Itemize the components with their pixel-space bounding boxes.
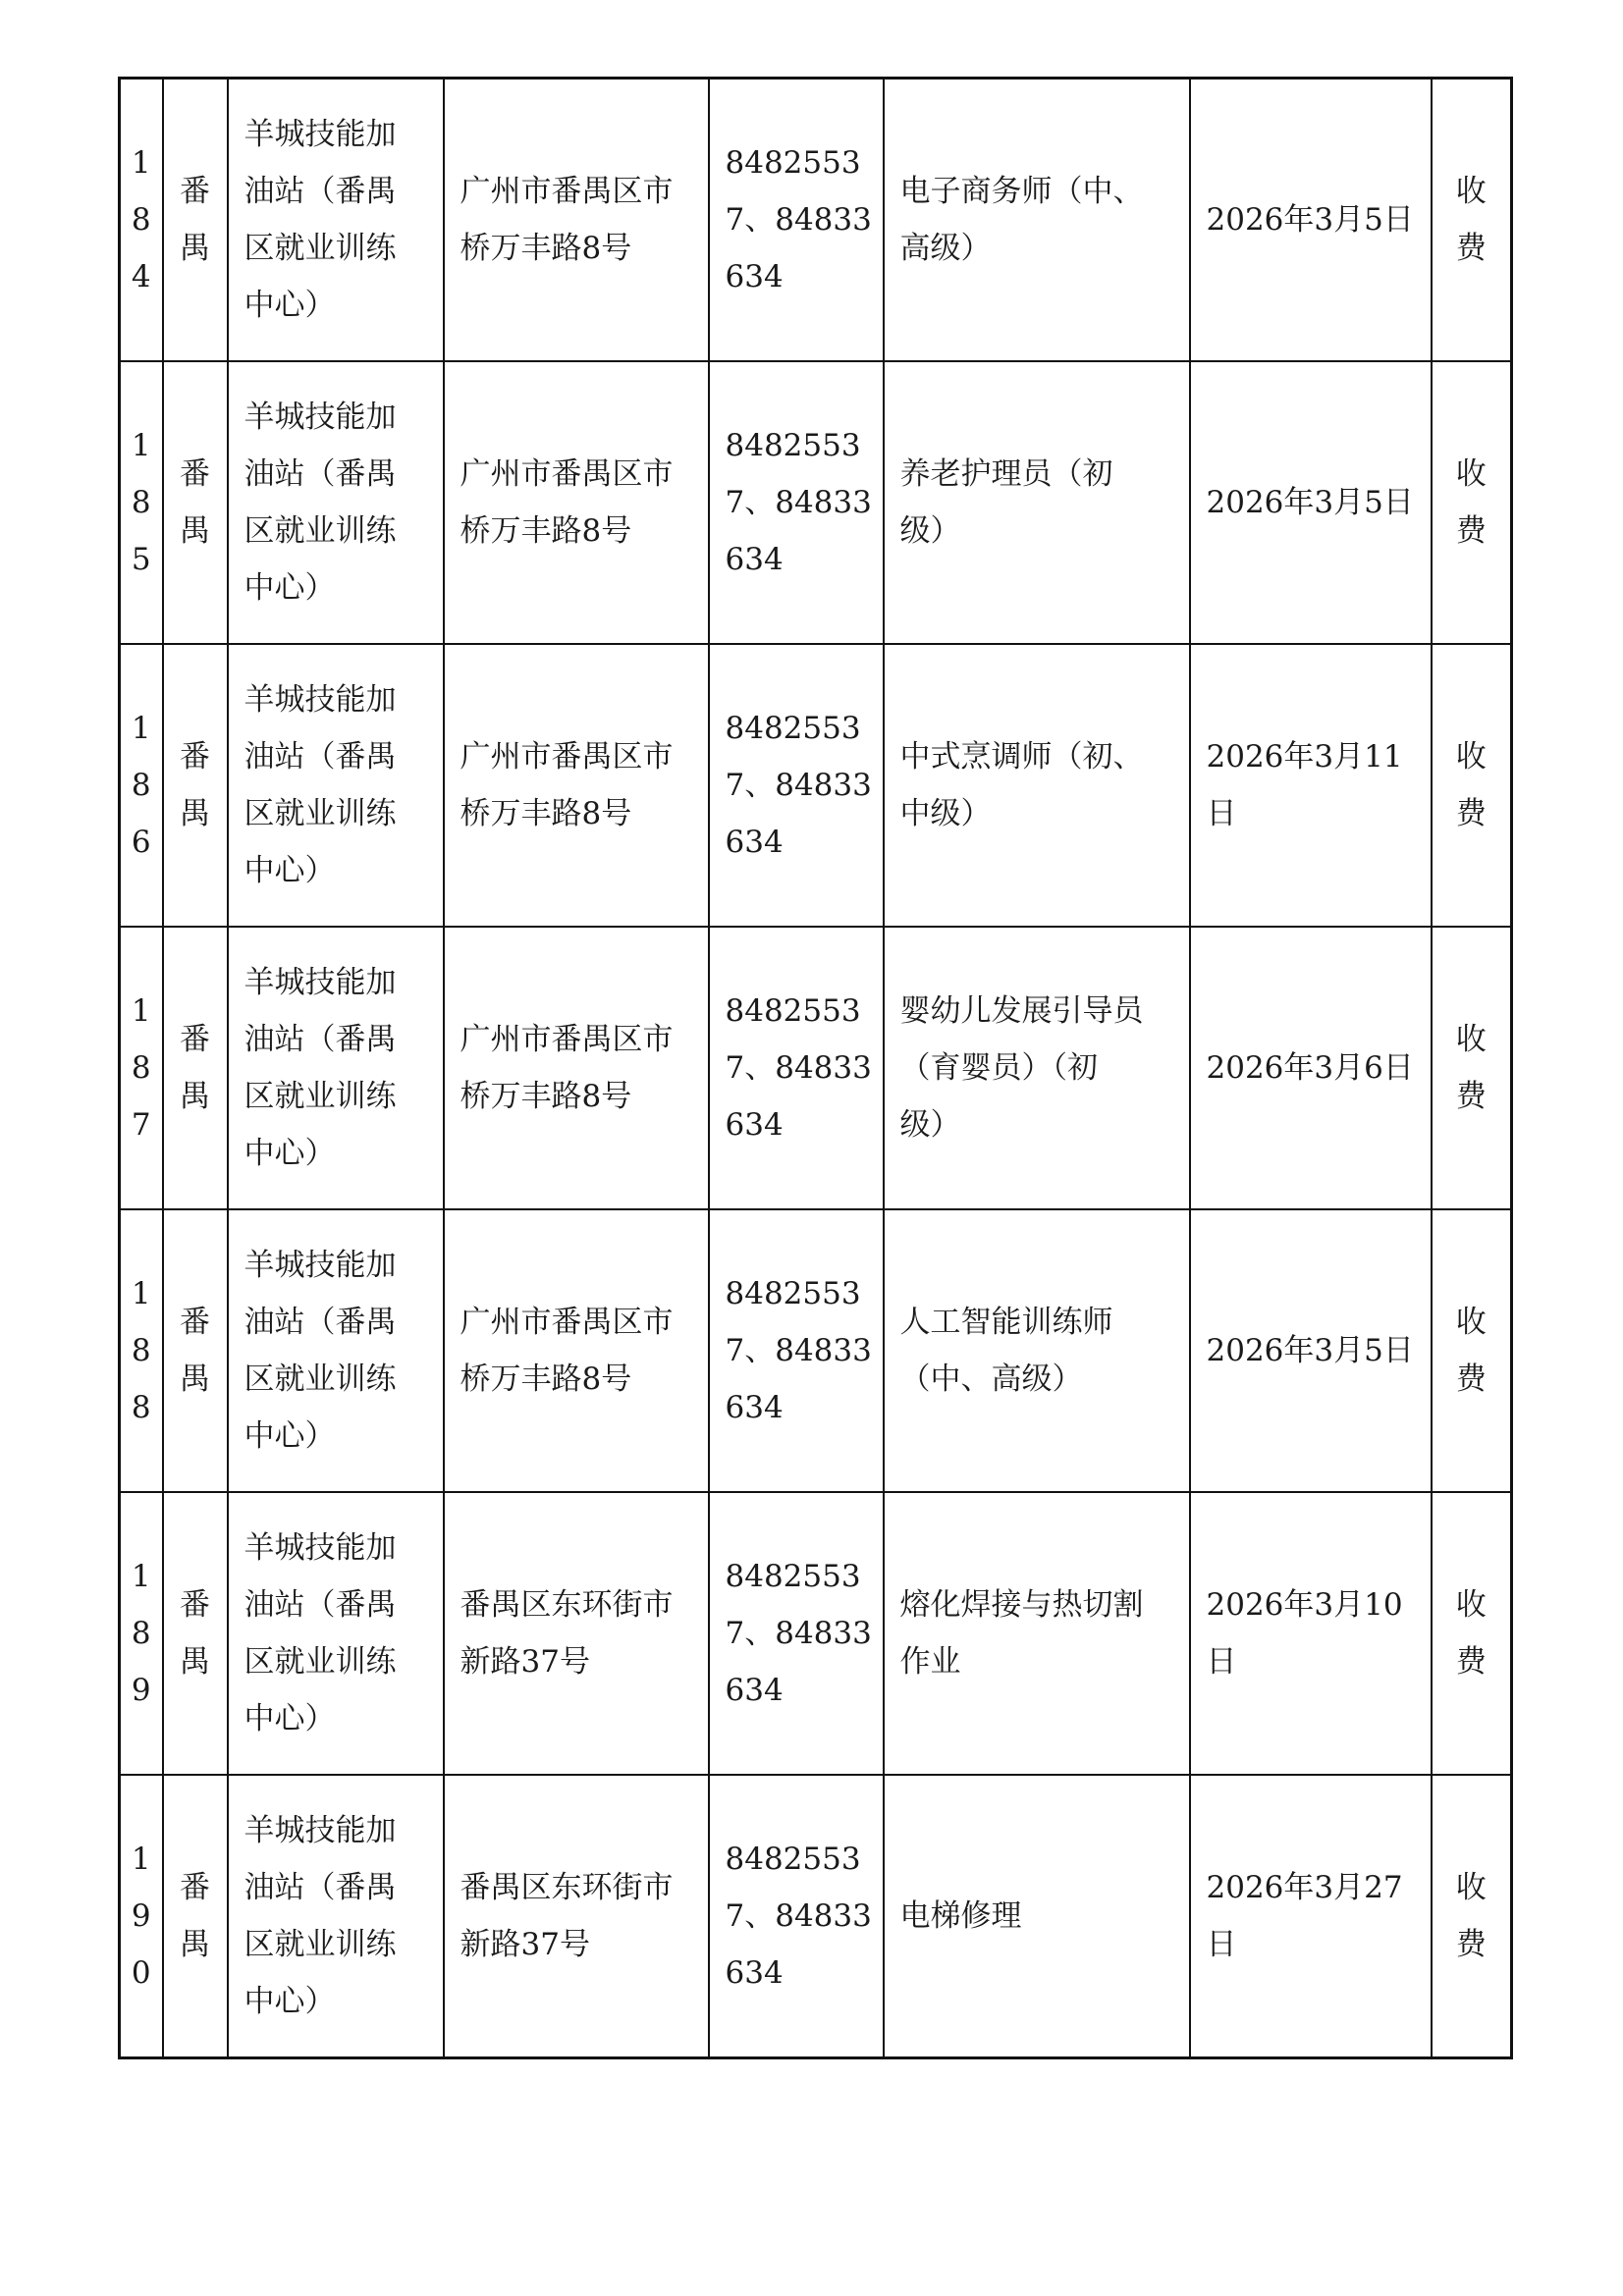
row-number-line: 1 [131,1276,151,1311]
table-row [120,644,1512,927]
address-line: 桥万丰路8号 [460,796,632,831]
fee-line: 费 [1455,1079,1487,1114]
organization-line: 羊城技能加 [243,1530,397,1566]
course-line: 中式烹调师（初、 [899,739,1144,774]
fee-line: 费 [1455,1362,1487,1397]
row-number-line: 7 [131,1107,151,1143]
fee-cell [1432,1492,1512,1775]
course-line: （中、高级） [899,1362,1083,1397]
fee-line: 费 [1455,231,1487,266]
row-number-cell [120,1209,163,1492]
district-line: 禺 [180,231,210,266]
organization-cell [228,644,444,927]
address-line: 广州市番禺区市 [460,456,674,492]
organization-line: 油站（番禺 [243,739,397,774]
course-line: 人工智能训练师 [899,1305,1113,1340]
training-table [118,77,1513,2059]
fee-line: 收 [1455,1587,1487,1623]
course-cell [884,1209,1190,1492]
organization-cell [228,1775,444,2058]
phone-line: 8482553 [725,993,861,1029]
course-line: （育婴员）（初 [899,1050,1098,1086]
course-line: 中级） [899,796,992,831]
course-line: 熔化焊接与热切割 [899,1587,1144,1623]
row-number-line: 1 [131,711,151,746]
district-cell [163,79,228,362]
organization-line: 油站（番禺 [243,1305,397,1340]
fee-cell [1432,1209,1512,1492]
organization-line: 中心） [243,853,336,888]
phone-line: 8482553 [725,428,861,463]
district-line: 禺 [180,1362,210,1397]
date-line: 日 [1206,796,1237,831]
row-number-line: 1 [131,145,151,181]
address-cell [444,361,709,644]
row-number-line: 1 [131,1559,151,1594]
date-cell [1190,1775,1432,2058]
organization-line: 区就业训练 [243,1644,397,1680]
phone-line: 8482553 [725,145,861,181]
row-number-line: 0 [131,1955,151,1991]
row-number-line: 5 [131,542,151,577]
row-number-line: 4 [131,259,151,294]
course-line: 级） [899,1107,961,1143]
row-number-line: 6 [131,825,151,860]
row-number-line: 8 [131,202,151,238]
district-line: 禺 [180,796,210,831]
district-cell [163,644,228,927]
row-number-line: 8 [131,1050,151,1086]
organization-line: 羊城技能加 [243,1813,397,1848]
fee-line: 费 [1455,513,1487,549]
date-line: 2026年3月5日 [1206,485,1414,520]
phone-cell [709,644,884,927]
address-line: 番禺区东环街市 [460,1870,674,1905]
address-line: 桥万丰路8号 [460,513,632,549]
organization-line: 区就业训练 [243,1079,397,1114]
organization-cell [228,361,444,644]
row-number-cell [120,361,163,644]
organization-line: 中心） [243,1136,336,1171]
date-line: 日 [1206,1644,1237,1680]
phone-line: 7、84833 [725,1050,872,1086]
row-number-line: 1 [131,993,151,1029]
organization-line: 羊城技能加 [243,400,397,435]
phone-line: 7、84833 [725,202,872,238]
row-number-line: 8 [131,1616,151,1651]
organization-line: 油站（番禺 [243,1022,397,1057]
phone-line: 634 [725,542,784,577]
date-cell [1190,79,1432,362]
course-line: 养老护理员（初 [899,456,1113,492]
organization-line: 区就业训练 [243,1362,397,1397]
phone-cell [709,1775,884,2058]
district-line: 番 [180,1587,210,1623]
phone-line: 8482553 [725,1276,861,1311]
phone-line: 8482553 [725,1842,861,1877]
organization-line: 区就业训练 [243,1927,397,1962]
course-cell [884,644,1190,927]
organization-line: 油站（番禺 [243,456,397,492]
address-line: 新路37号 [460,1644,590,1680]
date-line: 2026年3月10 [1206,1587,1403,1623]
fee-cell [1432,1775,1512,2058]
phone-line: 8482553 [725,1559,861,1594]
address-cell [444,644,709,927]
address-cell [444,1775,709,2058]
phone-cell [709,927,884,1209]
phone-cell [709,79,884,362]
fee-line: 收 [1455,1305,1487,1340]
course-line: 高级） [899,231,992,266]
district-line: 番 [180,456,210,492]
phone-line: 7、84833 [725,485,872,520]
district-line: 禺 [180,1644,210,1680]
fee-cell [1432,927,1512,1209]
table-row [120,927,1512,1209]
phone-line: 7、84833 [725,1333,872,1368]
fee-line: 收 [1455,456,1487,492]
fee-line: 收 [1455,1022,1487,1057]
district-line: 番 [180,174,210,209]
organization-line: 中心） [243,1701,336,1736]
address-cell [444,1209,709,1492]
row-number-line: 1 [131,1842,151,1877]
course-line: 作业 [899,1644,961,1680]
address-cell [444,927,709,1209]
address-line: 番禺区东环街市 [460,1587,674,1623]
row-number-cell [120,1775,163,2058]
district-line: 番 [180,739,210,774]
phone-line: 7、84833 [725,1898,872,1934]
district-line: 禺 [180,513,210,549]
course-cell [884,361,1190,644]
organization-line: 区就业训练 [243,231,397,266]
phone-line: 8482553 [725,711,861,746]
fee-line: 收 [1455,739,1487,774]
phone-line: 634 [725,825,784,860]
fee-line: 费 [1455,1927,1487,1962]
course-line: 电梯修理 [899,1898,1022,1934]
course-cell [884,79,1190,362]
phone-line: 634 [725,1107,784,1143]
table-row [120,1775,1512,2058]
row-number-line: 9 [131,1898,151,1934]
date-line: 日 [1206,1927,1237,1962]
course-line: 婴幼儿发展引导员 [899,993,1144,1029]
district-cell [163,1492,228,1775]
fee-line: 费 [1455,796,1487,831]
district-line: 番 [180,1022,210,1057]
row-number-line: 8 [131,1333,151,1368]
organization-line: 油站（番禺 [243,1587,397,1623]
phone-cell [709,1209,884,1492]
district-line: 禺 [180,1927,210,1962]
date-line: 2026年3月27 [1206,1870,1403,1905]
row-number-line: 9 [131,1673,151,1708]
district-cell [163,1775,228,2058]
row-number-cell [120,79,163,362]
fee-cell [1432,79,1512,362]
address-line: 广州市番禺区市 [460,739,674,774]
date-line: 2026年3月6日 [1206,1050,1414,1086]
row-number-line: 8 [131,1390,151,1425]
row-number-line: 8 [131,485,151,520]
fee-line: 费 [1455,1644,1487,1680]
course-line: 级） [899,513,961,549]
row-number-cell [120,927,163,1209]
organization-line: 羊城技能加 [243,1248,397,1283]
address-line: 广州市番禺区市 [460,1305,674,1340]
date-cell [1190,644,1432,927]
organization-cell [228,927,444,1209]
organization-cell [228,1209,444,1492]
district-cell [163,927,228,1209]
organization-cell [228,79,444,362]
organization-line: 中心） [243,1984,336,2019]
row-number-cell [120,1492,163,1775]
course-cell [884,1492,1190,1775]
fee-cell [1432,644,1512,927]
address-line: 桥万丰路8号 [460,1079,632,1114]
row-number-cell [120,644,163,927]
row-number-line: 1 [131,428,151,463]
fee-cell [1432,361,1512,644]
address-line: 广州市番禺区市 [460,1022,674,1057]
phone-cell [709,361,884,644]
phone-line: 634 [725,1955,784,1991]
organization-line: 中心） [243,1418,336,1454]
date-cell [1190,1209,1432,1492]
organization-cell [228,1492,444,1775]
phone-cell [709,1492,884,1775]
table-row [120,79,1512,362]
organization-line: 油站（番禺 [243,1870,397,1905]
address-line: 广州市番禺区市 [460,174,674,209]
date-line: 2026年3月5日 [1206,1333,1414,1368]
date-cell [1190,1492,1432,1775]
date-cell [1190,927,1432,1209]
district-line: 禺 [180,1079,210,1114]
district-line: 番 [180,1305,210,1340]
organization-line: 羊城技能加 [243,117,397,152]
phone-line: 7、84833 [725,768,872,803]
phone-line: 634 [725,1673,784,1708]
organization-line: 中心） [243,288,336,323]
organization-line: 中心） [243,570,336,606]
address-cell [444,79,709,362]
organization-line: 羊城技能加 [243,682,397,718]
date-cell [1190,361,1432,644]
table-row [120,1492,1512,1775]
organization-line: 羊城技能加 [243,965,397,1000]
course-cell [884,1775,1190,2058]
table-row [120,361,1512,644]
phone-line: 634 [725,1390,784,1425]
row-number-line: 8 [131,768,151,803]
address-line: 新路37号 [460,1927,590,1962]
phone-line: 7、84833 [725,1616,872,1651]
district-line: 番 [180,1870,210,1905]
table-row [120,1209,1512,1492]
organization-line: 油站（番禺 [243,174,397,209]
course-cell [884,927,1190,1209]
address-line: 桥万丰路8号 [460,231,632,266]
organization-line: 区就业训练 [243,513,397,549]
address-line: 桥万丰路8号 [460,1362,632,1397]
district-cell [163,1209,228,1492]
fee-line: 收 [1455,1870,1487,1905]
course-line: 电子商务师（中、 [899,174,1144,209]
district-cell [163,361,228,644]
phone-line: 634 [725,259,784,294]
date-line: 2026年3月11 [1206,739,1403,774]
date-line: 2026年3月5日 [1206,202,1414,238]
address-cell [444,1492,709,1775]
organization-line: 区就业训练 [243,796,397,831]
fee-line: 收 [1455,174,1487,209]
